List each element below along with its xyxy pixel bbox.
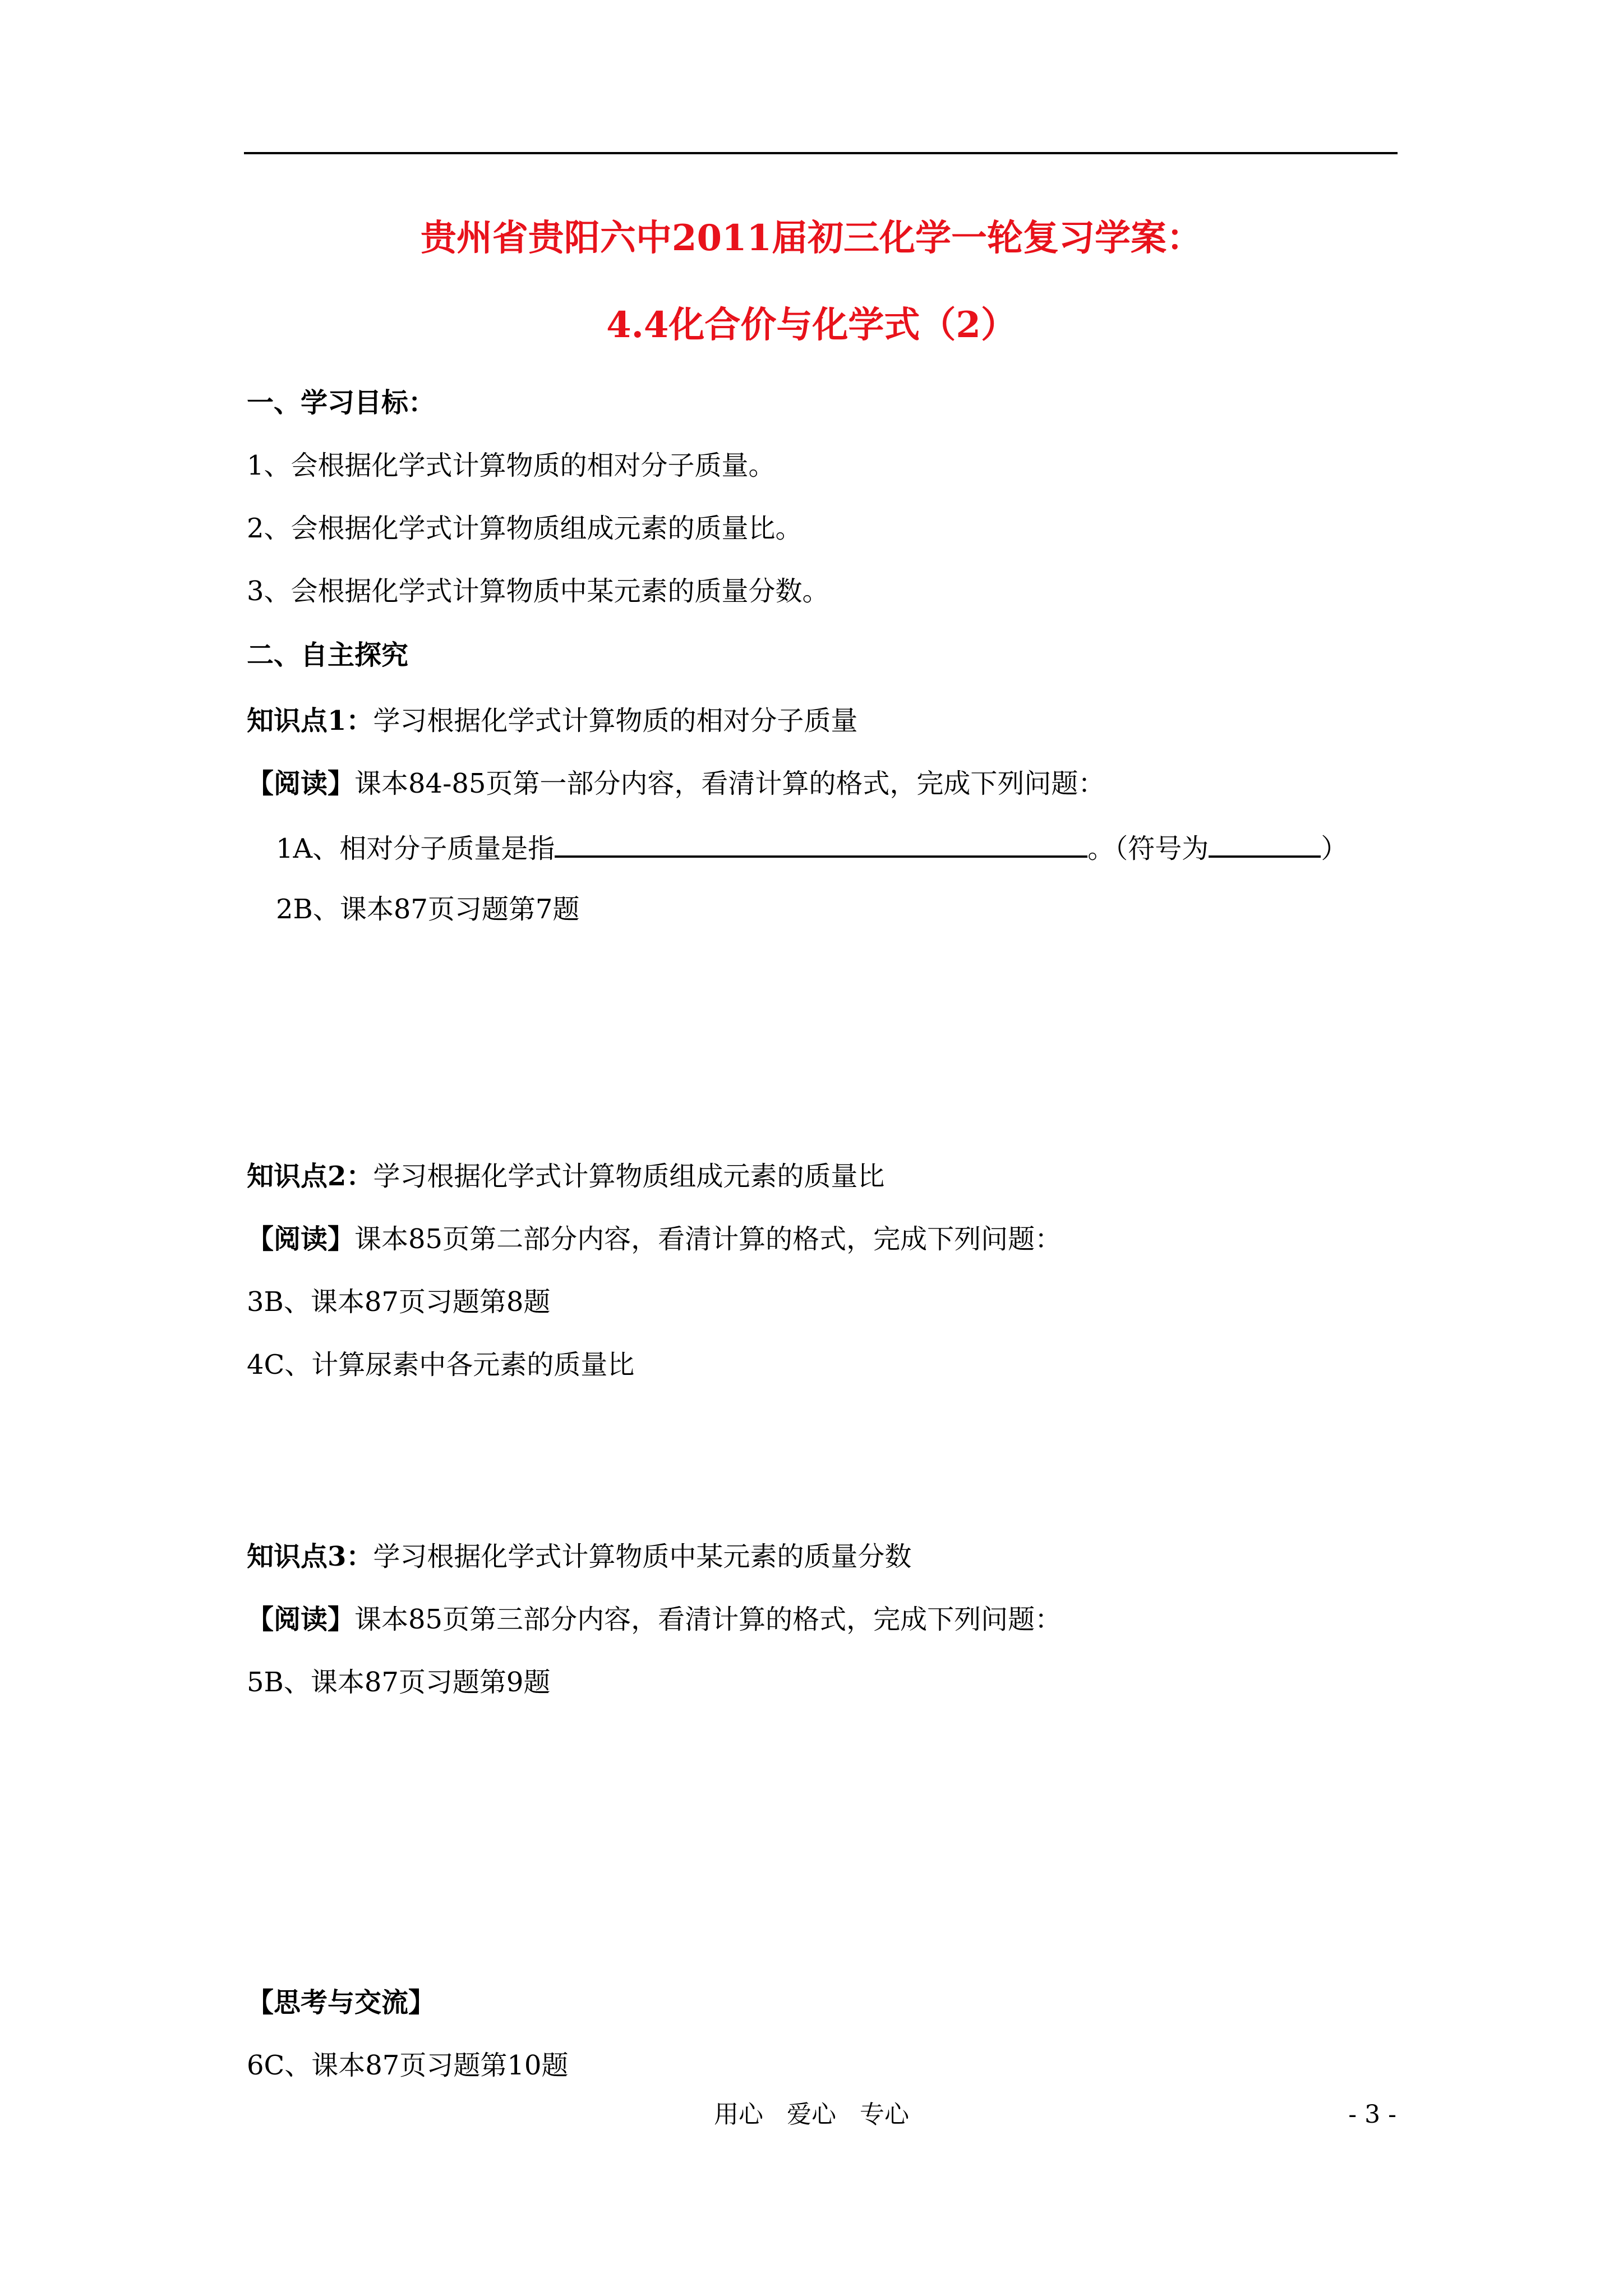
reading-instruction-1	[247, 766, 1105, 802]
discussion-heading: 【思考与交流】	[247, 1987, 436, 2018]
reading-text: 课本84-85页第一部分内容，看清计算的格式，完成下列问题：	[354, 768, 1105, 799]
header-rule	[244, 152, 1398, 154]
answer-blank-definition[interactable]	[555, 829, 1087, 858]
question-1a	[276, 829, 1348, 867]
knowledge-point-label: 知识点2：	[247, 1161, 374, 1192]
reading-text: 课本85页第二部分内容，看清计算的格式，完成下列问题：	[354, 1223, 1062, 1255]
reading-label: 【阅读】	[247, 1604, 355, 1635]
title-line-1: 贵州省贵阳六中2011届初三化学一轮复习学案：	[420, 217, 1203, 259]
knowledge-point-text: 学习根据化学式计算物质组成元素的质量比	[373, 1161, 885, 1192]
knowledge-point-text: 学习根据化学式计算物质的相对分子质量	[373, 705, 858, 737]
question-4c: 4C、计算尿素中各元素的质量比	[247, 1349, 635, 1381]
objective-item: 1、会根据化学式计算物质的相对分子质量。	[247, 450, 776, 481]
question-1a-prefix: 1A、相对分子质量是指	[276, 833, 555, 864]
answer-blank-symbol[interactable]	[1209, 829, 1321, 858]
knowledge-point-text: 学习根据化学式计算物质中某元素的质量分数	[373, 1541, 912, 1572]
question-5b: 5B、课本87页习题第9题	[247, 1667, 551, 1698]
question-1a-mid: 。（符号为	[1087, 833, 1209, 864]
page-number: - 3 -	[1348, 2100, 1396, 2129]
section-heading-objectives: 一、学习目标：	[247, 387, 436, 418]
objective-item: 2、会根据化学式计算物质组成元素的质量比。	[247, 513, 803, 544]
question-6c: 6C、课本87页习题第10题	[247, 2050, 569, 2081]
knowledge-point-1	[247, 703, 857, 739]
title-line-2: 4.4化合价与化学式（2）	[606, 304, 1017, 346]
objective-item: 3、会根据化学式计算物质中某元素的质量分数。	[247, 576, 829, 607]
reading-instruction-2	[247, 1221, 1062, 1257]
question-1a-suffix: ）	[1321, 833, 1348, 864]
knowledge-point-2	[247, 1158, 884, 1194]
question-2b: 2B、课本87页习题第7题	[276, 894, 580, 925]
reading-text: 课本85页第三部分内容，看清计算的格式，完成下列问题：	[354, 1604, 1062, 1635]
section-heading-explore: 二、自主探究	[247, 639, 409, 671]
knowledge-point-label: 知识点1：	[247, 705, 374, 737]
knowledge-point-3	[247, 1539, 911, 1575]
question-3b: 3B、课本87页习题第8题	[247, 1286, 551, 1318]
footer-motto: 用心 爱心 专心	[714, 2100, 909, 2129]
knowledge-point-label: 知识点3：	[247, 1541, 374, 1572]
reading-label: 【阅读】	[247, 1223, 355, 1255]
reading-instruction-3	[247, 1602, 1062, 1637]
reading-label: 【阅读】	[247, 768, 355, 799]
